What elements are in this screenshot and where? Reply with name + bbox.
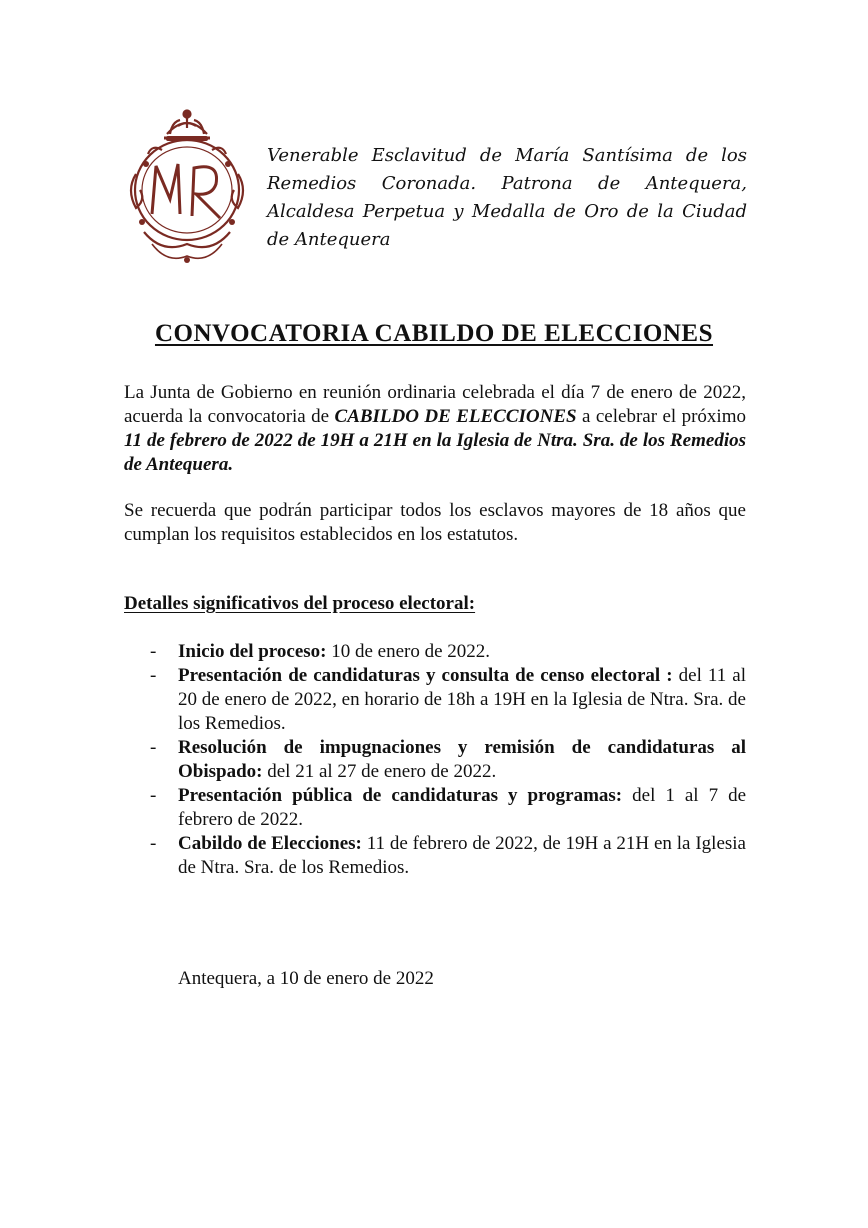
list-item-label: Inicio del proceso:: [178, 641, 327, 662]
place-date-signoff: Antequera, a 10 de enero de 2022: [178, 968, 434, 989]
list-item-text: del 1 al 7 de febrero de 2022.: [178, 785, 747, 830]
list-dash: -: [150, 665, 157, 686]
paragraph-text: a celebrar el próximo: [576, 406, 746, 427]
list-item-label: Presentación de candidaturas y consulta de censo electoral :: [178, 665, 673, 686]
list-item: [124, 736, 746, 784]
list-item-text: del 21 al 27 de enero de 2022.: [262, 761, 497, 782]
paragraph-emphasis: 11 de febrero de 2022 de 19H a 21H en la Iglesia de Ntra. Sra. de los Remedios de Antequera.: [124, 430, 746, 475]
list-item-label: Presentación pública de candidaturas y programas:: [178, 785, 623, 806]
list-dash: -: [150, 833, 157, 854]
list-item: [124, 784, 746, 832]
list-item-text: 10 de enero de 2022.: [326, 641, 491, 662]
organization-name: Venerable Esclavitud de María Santísima de los Remedios Coronada. Patrona de Antequera, Alcaldesa Perpetua y Medalla de Oro de la Ciudad de Antequera: [267, 145, 747, 250]
list-item: [124, 664, 746, 736]
brotherhood-crest-icon: [122, 104, 252, 266]
list-item: [124, 832, 746, 880]
list-item-text: 11 de febrero de 2022, de 19H a 21H en la Iglesia de Ntra. Sra. de los Remedios.: [178, 833, 746, 878]
details-heading: Detalles significativos del proceso electoral:: [124, 593, 476, 614]
paragraph-emphasis: CABILDO DE ELECCIONES: [334, 406, 577, 427]
page-title: CONVOCATORIA CABILDO DE ELECCIONES: [154, 320, 714, 347]
list-item-label: Cabildo de Elecciones:: [178, 833, 362, 854]
eligibility-paragraph: Se recuerda que podrán participar todos los esclavos mayores de 18 años que cumplan los requisitos establecidos en los estatutos.: [124, 500, 746, 545]
details-list: [124, 640, 746, 880]
list-dash: -: [150, 641, 157, 662]
list-dash: -: [150, 737, 157, 758]
convocation-paragraph: [124, 381, 746, 477]
list-item-label: Resolución de impugnaciones y remisión de candidaturas al Obispado:: [178, 737, 746, 782]
list-dash: -: [150, 785, 157, 806]
list-item: [124, 640, 746, 664]
list-item-text: del 11 al 20 de enero de 2022, en horario de 18h a 19H en la Iglesia de Ntra. Sra. de los Remedios.: [178, 665, 746, 734]
paragraph-text: La Junta de Gobierno en reunión ordinaria celebrada el día 7 de enero de 2022, acuerda la convocatoria de: [124, 382, 746, 427]
